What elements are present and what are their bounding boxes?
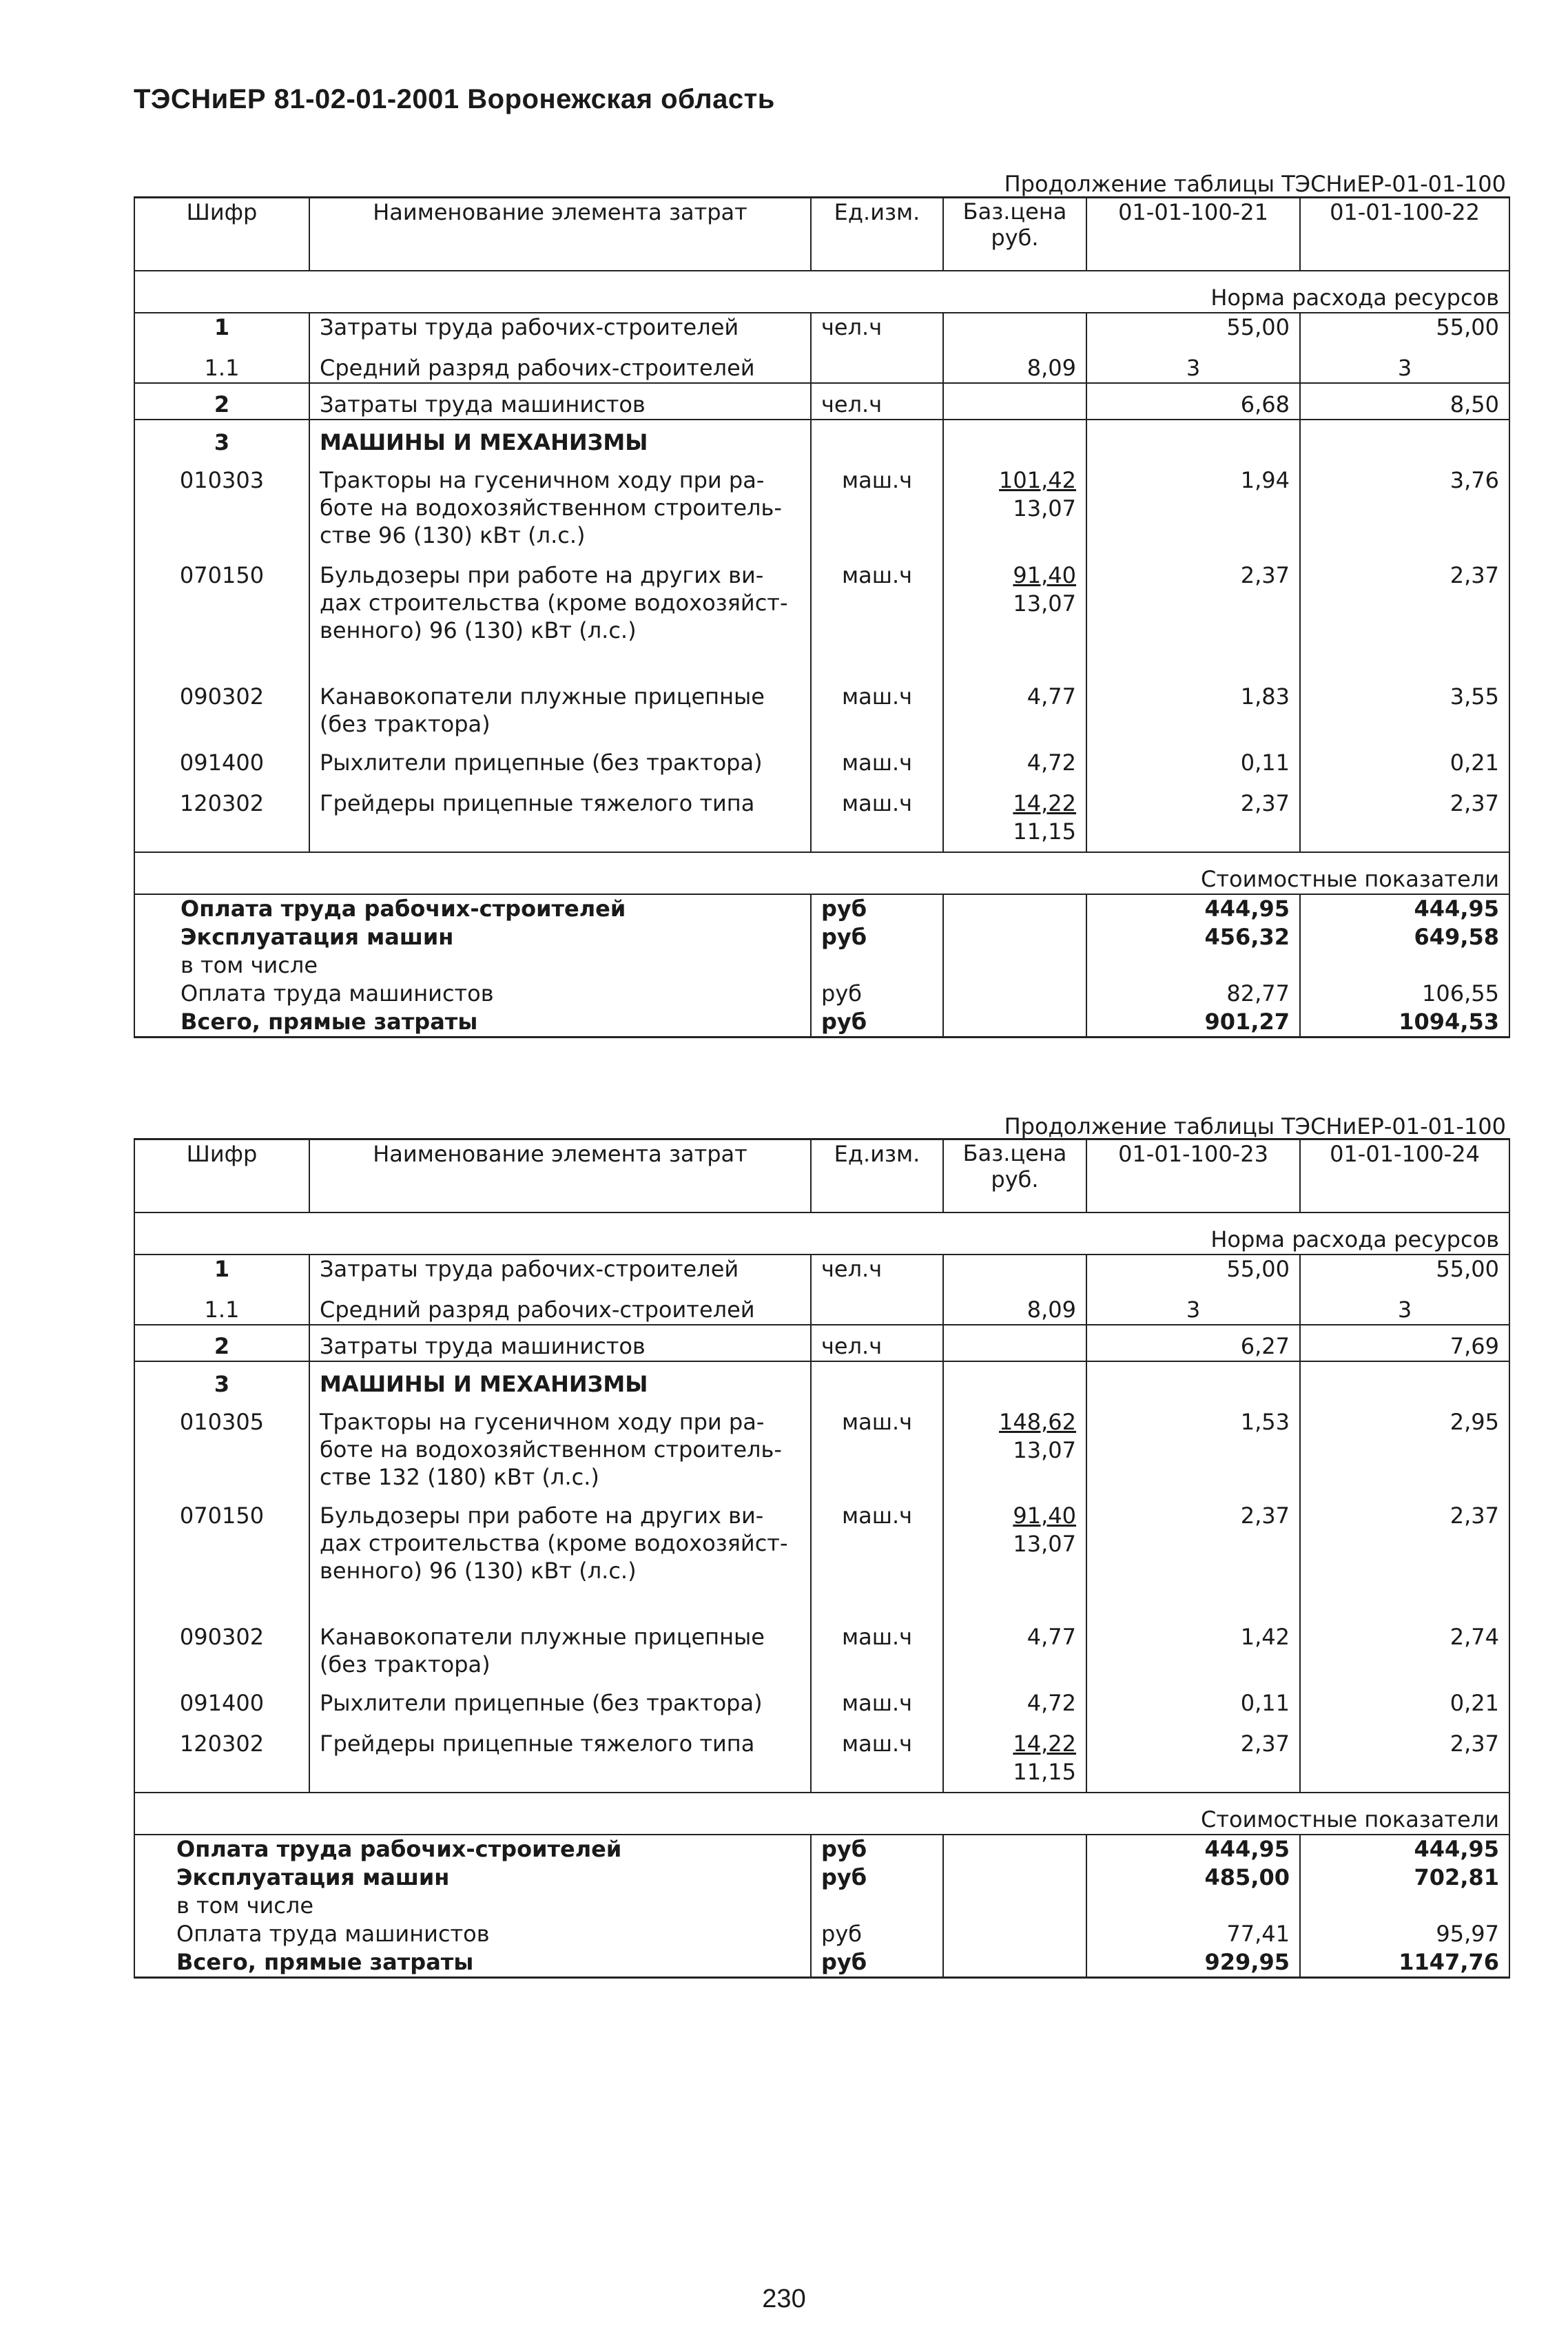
header-unit: Ед.изм. — [811, 1139, 943, 1213]
table-row: 091400 Рыхлители прицепные (без трактора) маш.ч 4,72 0,11 0,21 — [134, 738, 1509, 777]
cost-row: Эксплуатация машин руб 456,32 649,58 — [134, 923, 1509, 951]
table-row: 070150 Бульдозеры при работе на других ви- дах строительства (кроме водохозяйст- венного) 96 (130) кВт (л.с.) маш.ч 91,40 13,07 2,37 2,37 — [134, 549, 1509, 644]
cost-row: Эксплуатация машин руб 485,00 702,81 — [134, 1864, 1509, 1892]
resource-table-2 — [134, 1138, 1510, 1979]
header-norm-b: 01-01-100-22 — [1300, 198, 1509, 271]
cost-section-title: Стоимостные показатели — [134, 1793, 1509, 1835]
table-row: 1.1 Средний разряд рабочих-строителей 8,09 3 3 — [134, 1283, 1509, 1325]
cost-row: Оплата труда рабочих-строителей руб 444,95 444,95 — [134, 1835, 1509, 1864]
table-row: 1.1 Средний разряд рабочих-строителей 8,09 3 3 — [134, 342, 1509, 383]
table-row: 090302 Канавокопатели плужные прицепные (без трактора) маш.ч 4,77 1,42 2,74 — [134, 1585, 1509, 1678]
cost-row: Оплата труда машинистов руб 82,77 106,55 — [134, 980, 1509, 1008]
norm-section-title: Норма расхода ресурсов — [134, 271, 1509, 313]
header-norm-a: 01-01-100-23 — [1086, 1139, 1300, 1213]
table-row: 120302 Грейдеры прицепные тяжелого типа маш.ч 14,22 11,15 2,37 2,37 — [134, 1717, 1509, 1793]
table-row: 3 МАШИНЫ И МЕХАНИЗМЫ — [134, 420, 1509, 457]
header-base-price: Баз.цена руб. — [943, 1139, 1086, 1213]
header-norm-b: 01-01-100-24 — [1300, 1139, 1509, 1213]
header-norm-a: 01-01-100-21 — [1086, 198, 1300, 271]
header-unit: Ед.изм. — [811, 198, 943, 271]
header-code: Шифр — [134, 198, 309, 271]
cost-row: в том числе — [134, 1892, 1509, 1920]
resource-table-1 — [134, 196, 1510, 1038]
cost-row: Всего, прямые затраты руб 901,27 1094,53 — [134, 1008, 1509, 1038]
table-row: 120302 Грейдеры прицепные тяжелого типа маш.ч 14,22 11,15 2,37 2,37 — [134, 777, 1509, 852]
table-continuation-label: Продолжение таблицы ТЭСНиЕР-01-01-100 — [1004, 171, 1506, 197]
document-header: ТЭСНиЕР 81-02-01-2001 Воронежская область — [134, 84, 775, 114]
cost-section-title: Стоимостные показатели — [134, 852, 1509, 894]
table-row: 1 Затраты труда рабочих-строителей чел.ч 55,00 55,00 — [134, 1255, 1509, 1283]
header-base-price: Баз.цена руб. — [943, 198, 1086, 271]
table-row: 010305 Тракторы на гусеничном ходу при ра- боте на водохозяйственном строитель- стве 132 (180) кВт (л.с.) маш.ч 148,62 13,07 1,53 2,95 — [134, 1398, 1509, 1491]
table-row: 090302 Канавокопатели плужные прицепные (без трактора) маш.ч 4,77 1,83 3,55 — [134, 644, 1509, 738]
table-row: 091400 Рыхлители прицепные (без трактора) маш.ч 4,72 0,11 0,21 — [134, 1678, 1509, 1717]
cost-row: Оплата труда рабочих-строителей руб 444,95 444,95 — [134, 894, 1509, 923]
page-number: 230 — [762, 2284, 806, 2313]
table-row: 010303 Тракторы на гусеничном ходу при ра- боте на водохозяйственном строитель- стве 96 (130) кВт (л.с.) маш.ч 101,42 13,07 1,94 3,76 — [134, 457, 1509, 549]
header-code: Шифр — [134, 1139, 309, 1213]
table-continuation-label: Продолжение таблицы ТЭСНиЕР-01-01-100 — [1004, 1113, 1506, 1139]
table-row: 3 МАШИНЫ И МЕХАНИЗМЫ — [134, 1361, 1509, 1398]
cost-row: в том числе — [134, 951, 1509, 980]
table-row: 2 Затраты труда машинистов чел.ч 6,68 8,50 — [134, 383, 1509, 420]
norm-section-title: Норма расхода ресурсов — [134, 1212, 1509, 1255]
cost-row: Всего, прямые затраты руб 929,95 1147,76 — [134, 1948, 1509, 1978]
table-row: 1 Затраты труда рабочих-строителей чел.ч 55,00 55,00 — [134, 313, 1509, 342]
cost-row: Оплата труда машинистов руб 77,41 95,97 — [134, 1920, 1509, 1948]
header-name: Наименование элемента затрат — [309, 1139, 811, 1213]
table-row: 2 Затраты труда машинистов чел.ч 6,27 7,69 — [134, 1325, 1509, 1361]
table-row: 070150 Бульдозеры при работе на других ви- дах строительства (кроме водохозяйст- венного) 96 (130) кВт (л.с.) маш.ч 91,40 13,07 2,37 2,37 — [134, 1491, 1509, 1585]
header-name: Наименование элемента затрат — [309, 198, 811, 271]
